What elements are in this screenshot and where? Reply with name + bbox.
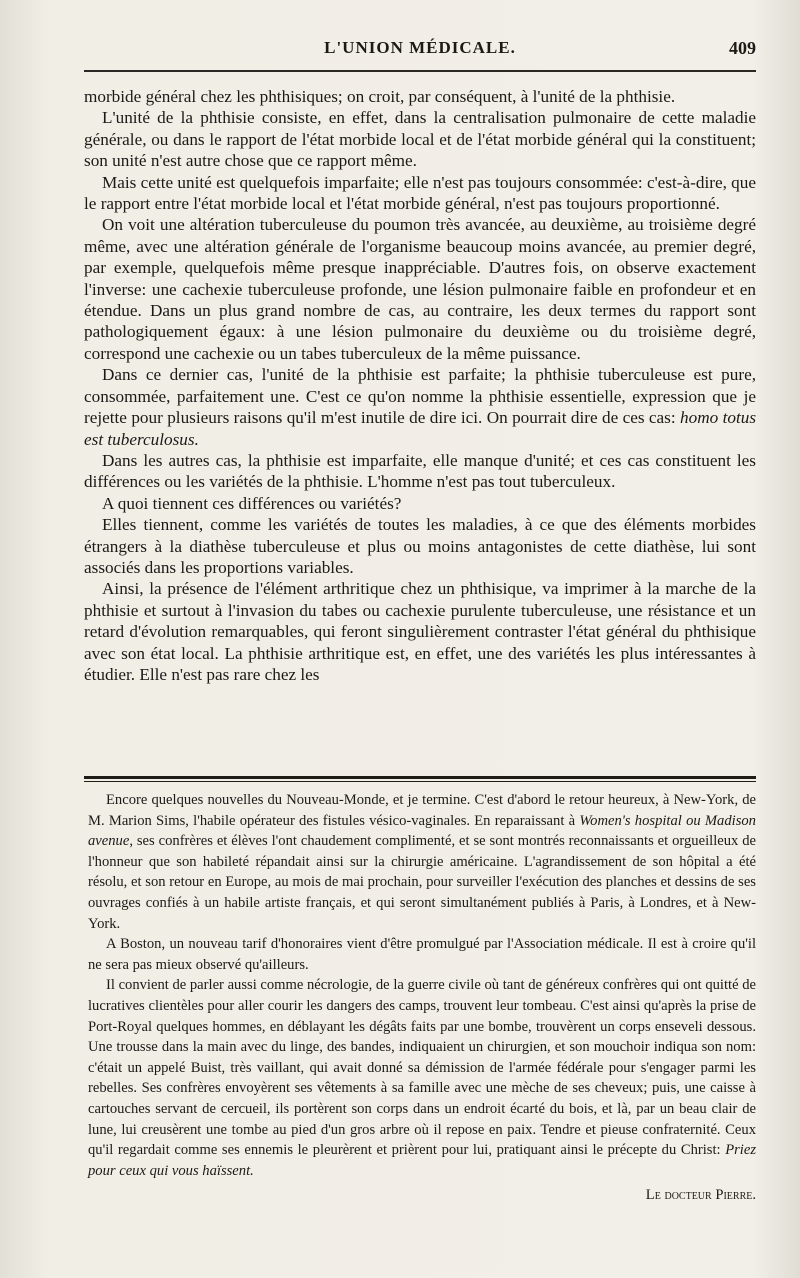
header-rule [84,70,756,72]
main-article-text [84,86,756,685]
paragraph-text: Encore quelques nouvelles du Nouveau-Monde, et je termine. C'est d'abord le retour heureux, à New-York, de M. Marion Sims, l'habile opérateur des fistules vésico-vaginales. En reparaissant à [88,792,756,829]
paragraph [88,975,756,1181]
paragraph-text: Il convient de parler aussi comme nécrologie, de la guerre civile où tant de généreux confrères qui ont quitté de lucratives clientèles pour aller courir les dangers des camps, trouvent leur tombeau. C'est ainsi qu'après la prise de Port-Royal quelques hommes, en déblayant les dégâts faits par une bombe, trouvèrent un corps enseveli dessous. Une trousse dans la main avec du linge, des bandes, indiquaient un chirurgien, et son mouchoir indiqua son nom: c'était un appelé Buist, très vaillant, qui avait donné sa démission de l'armée fédérale pour s'engager parmi les rebelles. Ses confrères envoyèrent ses vêtements à sa famille avec une mèche de ses cheveux; puis, une caisse à cartouches servant de cercueil, ils portèrent son corps dans un endroit écarté du bois, et là, par un beau clair de lune, lui creusèrent une tombe au pied d'un gros arbre où il repose en paix. Tendre et pieuse confraternité. Ceux qu'il regardait comme ses ennemis le pleurèrent et prièrent pour lui, pratiquant ainsi le précepte du Christ: [88,977,756,1159]
paragraph [84,364,756,450]
quotation: Priez pour ceux qui vous haïssent. [88,1142,756,1179]
paragraph: Elles tiennent, comme les variétés de toutes les maladies, à ce que des éléments morbides étrangers à la diathèse tuberculeuse et plus ou moins antagonistes de cette diathèse, lui sont associés dans les proportions variables. [84,515,756,577]
paragraph-text: , ses confrères et élèves l'ont chaudement complimenté, et se sont montrés reconnaissants et orgueilleux de l'honneur que son habileté répandait ainsi sur la chirurgie américaine. L'agrandissement de son hôpital a été résolu, et son retour en Europe, au mois de mai prochain, pour surveiller l'exécution des planches et dessins de ses ouvrages confiés à un habile artiste français, et qui seront simultanément publiés à Paris, à Londres, et à New-York. [88,833,756,932]
paragraph [88,790,756,934]
paragraph: A Boston, un nouveau tarif d'honoraires vient d'être promulgué par l'Association médicale. Il est à croire qu'il ne sera pas mieux observé qu'ailleurs. [88,936,756,973]
hospital-name: Women's hospital ou Madison avenue [88,812,756,850]
paragraph: Ainsi, la présence de l'élément arthritique chez un phthisique, va imprimer à la marche de la phthisie et surtout à l'invasion du tabes ou cachexie purulente tuberculeuse, une résistance et un retard d'évolution remarquables, qui feront singulièrement contraster l'état général du phthisique avec son état local. La phthisie arthritique est, en effet, une des variétés les plus intéressantes à étudier. Elle n'est pas rare chez les [84,579,756,684]
section-divider [84,776,756,782]
page-number: 409 [729,38,756,58]
paragraph: L'unité de la phthisie consiste, en effet, dans la centralisation pulmonaire de cette maladie générale, ou dans le rapport de l'état morbide local et de l'état morbide général qui la constituent; son unité n'est autre chose que ce rapport même. [84,108,756,171]
paragraph: A quoi tiennent ces différences ou variétés? [102,493,402,513]
paragraph: Dans les autres cas, la phthisie est imparfaite, elle manque d'unité; et ces cas constituent les différences ou les variétés de la phthisie. L'homme n'est pas tout tuberculeux. [84,450,756,492]
paragraph: On voit une altération tuberculeuse du poumon très avancée, au deuxième, au troisième degré même, avec une altération générale de l'organisme beaucoup moins avancée, au premier degré, par exemple, quelquefois même presque inappréciable. D'autres fois, on observe exactement l'inverse: une cachexie tuberculeuse profonde, une lésion pulmonaire faible en profondeur et en étendue. Dans un plus grand nombre de cas, au contraire, les deux termes du rapport sont pathologiquement égaux: à une lésion pulmonaire du deuxième ou du troisième degré, correspond une cachexie ou un tabes tuberculeux de la même puissance. [84,215,756,363]
running-title: L'UNION MÉDICALE. [324,38,516,57]
paragraph: Mais cette unité est quelquefois imparfaite; elle n'est pas toujours consommée: c'est-à-dire, que le rapport entre l'état morbide local et l'état morbide général, n'est pas toujours proportionné. [84,172,756,214]
feuilleton-text [88,790,756,1206]
paragraph: morbide général chez les phthisiques; on croit, par conséquent, à l'unité de la phthisie. [84,87,676,106]
author-signature: Le docteur Pierre. [645,1187,756,1204]
running-head [84,38,756,64]
paragraph-text: Dans ce dernier cas, l'unité de la phthisie est parfaite; la phthisie tuberculeuse est pure, consommée, parfaitement une. C'est ce qu'on nomme la phthisie essentielle, expression que je rejette pour plusieurs raisons qu'il m'est inutile de dire ici. On pourrait dire de ces cas: [84,365,756,428]
latin-quote: homo totus est tuberculosus. [84,408,757,449]
